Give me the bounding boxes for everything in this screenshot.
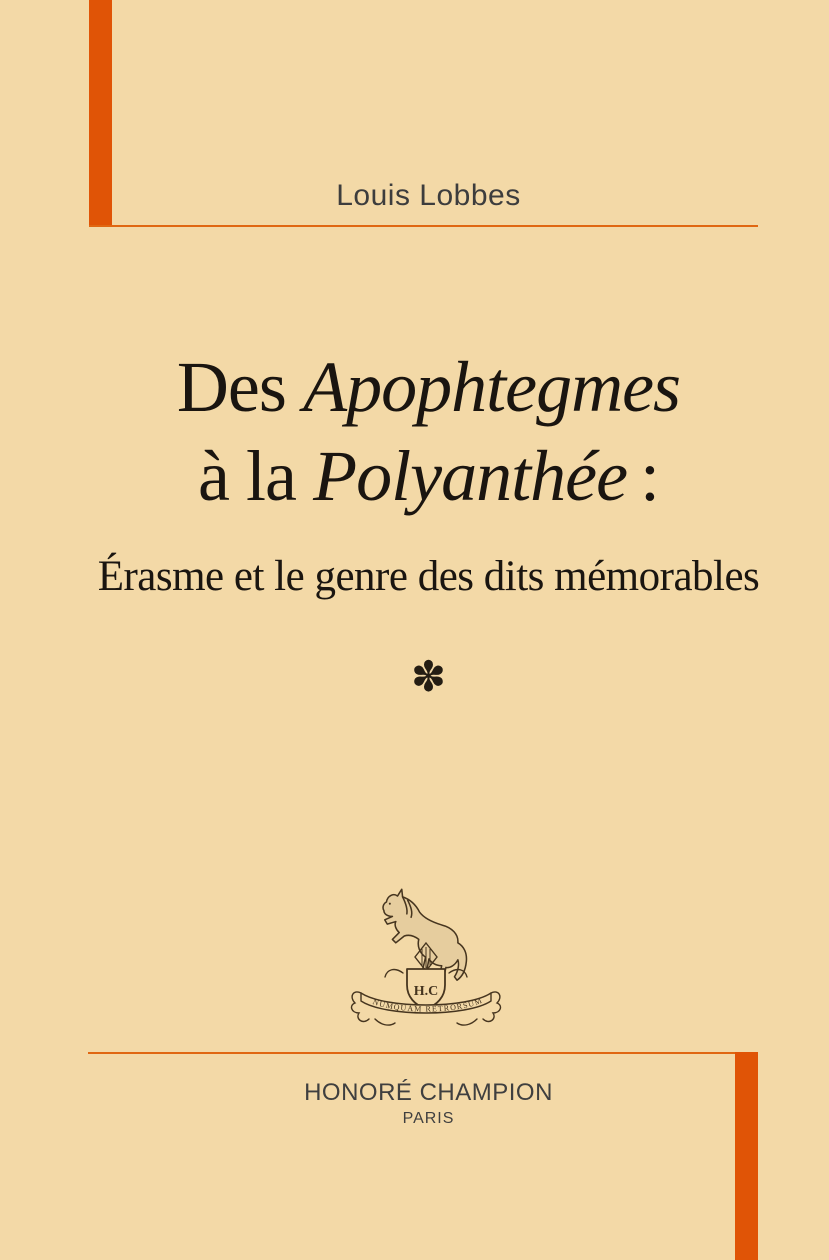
- publisher-emblem: [345, 885, 505, 1035]
- title-line1-roman: Des: [176, 347, 286, 427]
- shield-icon: [407, 969, 445, 1009]
- emblem-motto: NUMQUAM RETRORSUM: [371, 995, 485, 1014]
- title-line1-italic: Apophtegmes: [303, 347, 681, 427]
- publisher-name: HONORÉ CHAMPION: [304, 1079, 553, 1106]
- title-line2-punct: :: [639, 436, 659, 516]
- author-name: Louis Lobbes: [336, 179, 521, 212]
- book-subtitle: Érasme et le genre des dits mémorables: [97, 553, 760, 600]
- emblem-initials: H.C: [413, 984, 439, 999]
- horse-icon: [383, 889, 466, 982]
- asterisk-ornament-icon: ✽: [410, 652, 447, 701]
- title-line2-italic: Polyanthée: [313, 436, 628, 516]
- top-rule: [89, 225, 758, 227]
- book-title: [0, 343, 829, 521]
- title-line2-roman: à la: [197, 436, 296, 516]
- bottom-rule: [88, 1052, 758, 1054]
- publisher-city: PARIS: [402, 1110, 455, 1127]
